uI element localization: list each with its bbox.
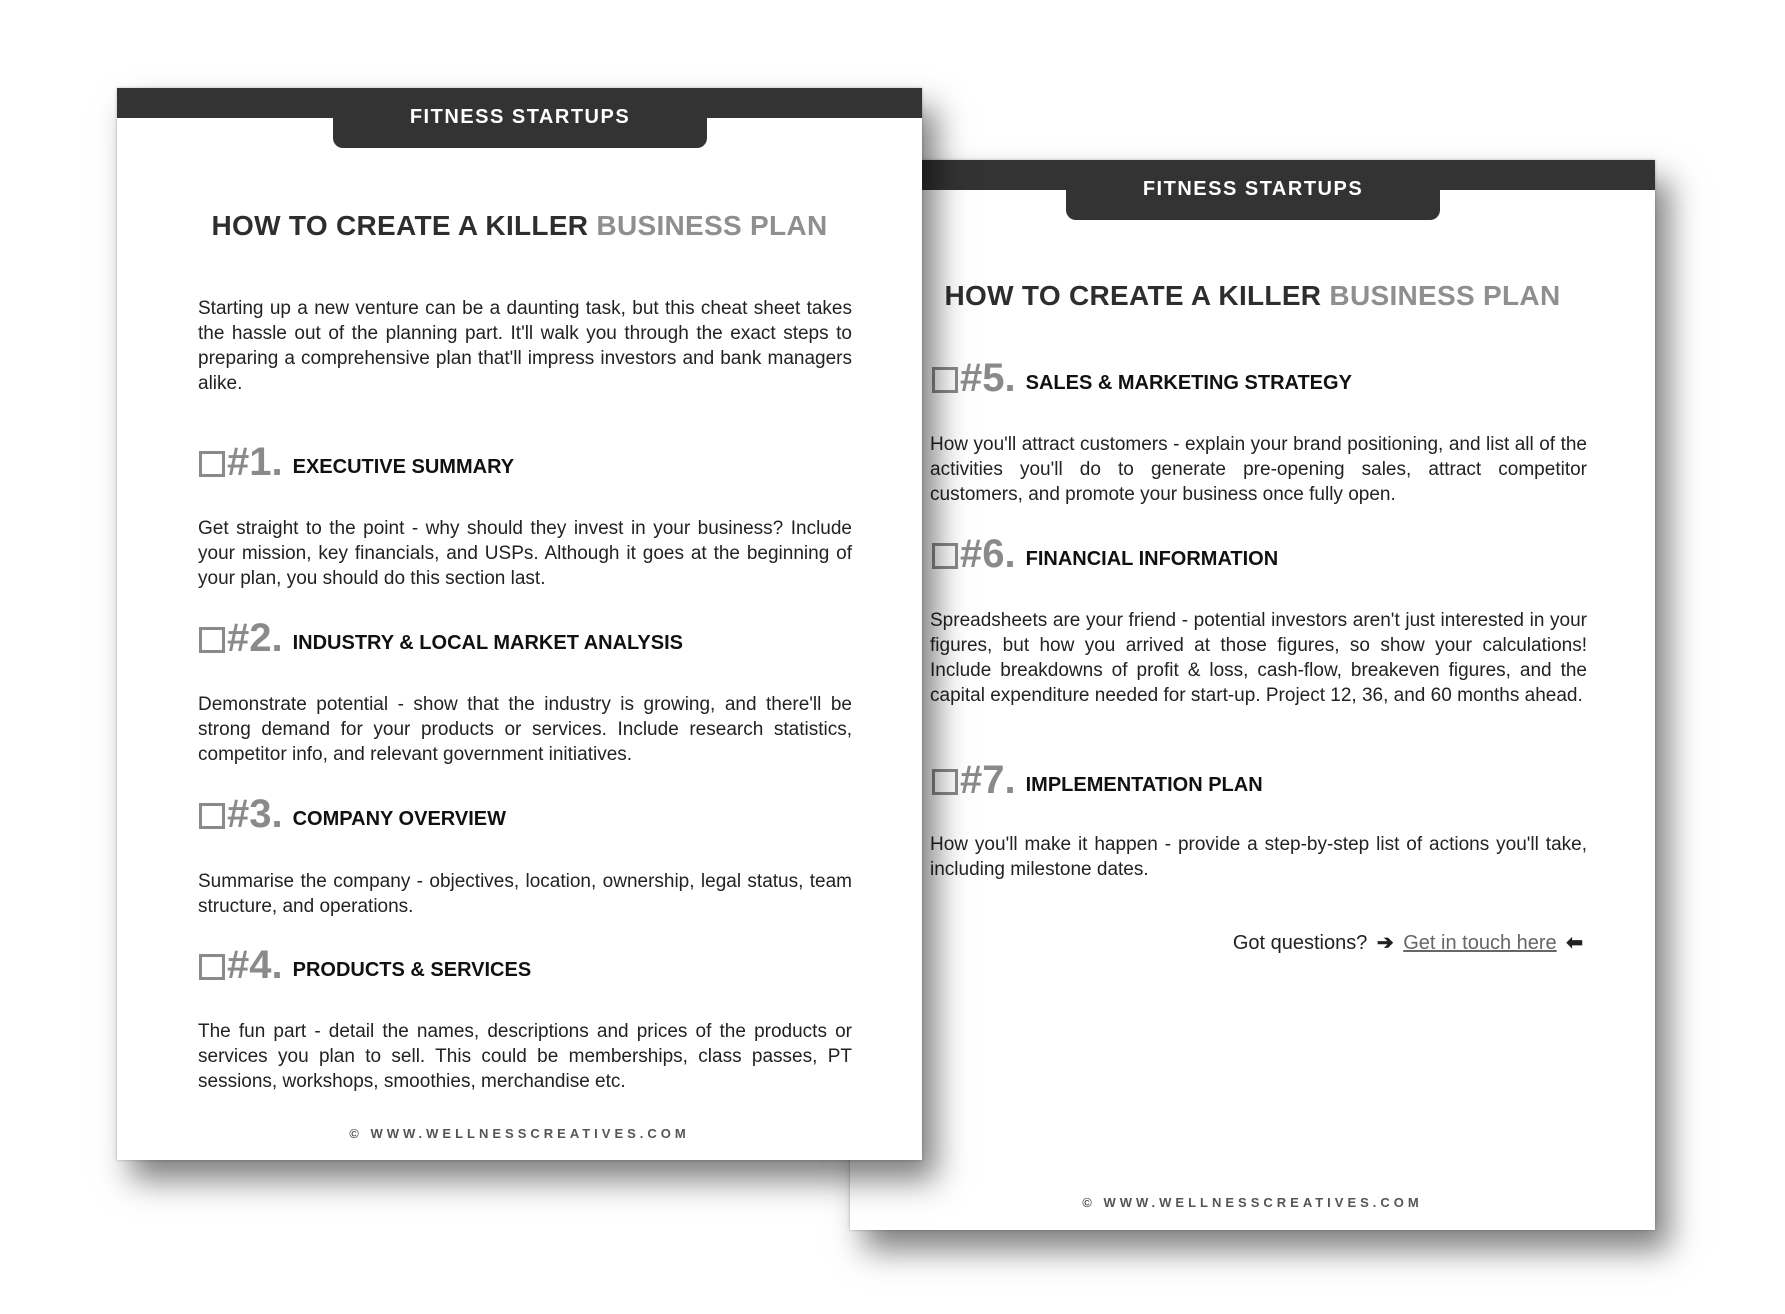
section-number: #1.: [227, 440, 283, 484]
arrow-right-icon: ➔: [1376, 932, 1394, 954]
section-title: FINANCIAL INFORMATION: [1025, 548, 1279, 570]
checkbox-icon[interactable]: [932, 769, 958, 795]
section-body-4: The fun part - detail the names, descriptions and prices of the products or services you plan to sell. This could be memberships, class passes, PT sessions, workshops, smoothies, merchandise etc.: [198, 1021, 852, 1092]
section-heading-6: [932, 534, 1278, 574]
section-number: #2.: [227, 616, 283, 660]
header-tab: FITNESS STARTUPS: [333, 88, 707, 148]
section-title: IMPLEMENTATION PLAN: [1025, 774, 1263, 796]
section-number: #6.: [960, 532, 1016, 576]
section-heading-3: [199, 794, 506, 834]
page-title: [117, 210, 922, 242]
section-title: SALES & MARKETING STRATEGY: [1025, 372, 1352, 394]
section-number: #4.: [227, 943, 283, 987]
section-heading-7: [932, 760, 1263, 800]
section-number: #5.: [960, 356, 1016, 400]
section-title: COMPANY OVERVIEW: [292, 808, 506, 830]
section-heading-2: [199, 618, 683, 658]
checkbox-icon[interactable]: [932, 543, 958, 569]
section-title: INDUSTRY & LOCAL MARKET ANALYSIS: [292, 632, 684, 654]
section-heading-4: [199, 945, 531, 985]
title-accent: BUSINESS PLAN: [1329, 280, 1561, 311]
section-body-1: Get straight to the point - why should they invest in your business? Include your mission, key financials, and USPs. Although it goes at the beginning of your plan, you should do this section last.: [198, 518, 852, 589]
section-body-6: Spreadsheets are your friend - potential investors aren't just interested in your figures, but how you arrived at those figures, so show your calculations! Include breakdowns of profit & loss, cash-flow, breakeven figures, and the capital expenditure needed for start-up. Project 12, 36, and 60 months ahead.: [930, 610, 1587, 706]
checkbox-icon[interactable]: [199, 627, 225, 653]
title-accent: BUSINESS PLAN: [596, 210, 828, 241]
section-body-3: Summarise the company - objectives, location, ownership, legal status, team structure, and operations.: [198, 871, 852, 917]
section-body-2: Demonstrate potential - show that the industry is growing, and there'll be strong demand for your products or services. Include research statistics, competitor info, and relevant government initiatives.: [198, 694, 852, 765]
checkbox-icon[interactable]: [932, 367, 958, 393]
page-title: [850, 280, 1655, 312]
contact-cta: [1233, 930, 1587, 955]
section-heading-5: [932, 358, 1352, 398]
section-body-7: How you'll make it happen - provide a step-by-step list of actions you'll take, including milestone dates.: [930, 834, 1587, 880]
title-main: HOW TO CREATE A KILLER: [944, 280, 1322, 311]
arrow-left-icon: ⬅: [1566, 932, 1583, 954]
footer-copyright: © WWW.WELLNESSCREATIVES.COM: [349, 1126, 690, 1141]
cta-text: Got questions?: [1232, 932, 1368, 954]
section-body-5: How you'll attract customers - explain your brand positioning, and list all of the activities you'll do to generate pre-opening sales, attract competitor customers, and promote your business once fully open.: [930, 434, 1587, 505]
header-tab: FITNESS STARTUPS: [1066, 160, 1440, 220]
page-one: [117, 88, 922, 1160]
intro-paragraph: Starting up a new venture can be a daunting task, but this cheat sheet takes the hassle out of the planning part. It'll walk you through the exact steps to preparing a comprehensive plan that'll impress investors and bank managers alike.: [198, 298, 852, 394]
section-number: #3.: [227, 792, 283, 836]
contact-link[interactable]: Get in touch here: [1403, 932, 1557, 954]
section-title: PRODUCTS & SERVICES: [292, 959, 532, 981]
checkbox-icon[interactable]: [199, 954, 225, 980]
page-two: [850, 160, 1655, 1230]
section-heading-1: [199, 442, 514, 482]
title-main: HOW TO CREATE A KILLER: [211, 210, 589, 241]
footer-copyright: © WWW.WELLNESSCREATIVES.COM: [1082, 1195, 1423, 1210]
checkbox-icon[interactable]: [199, 803, 225, 829]
section-title: EXECUTIVE SUMMARY: [292, 456, 515, 478]
checkbox-icon[interactable]: [199, 451, 225, 477]
section-number: #7.: [960, 758, 1016, 802]
